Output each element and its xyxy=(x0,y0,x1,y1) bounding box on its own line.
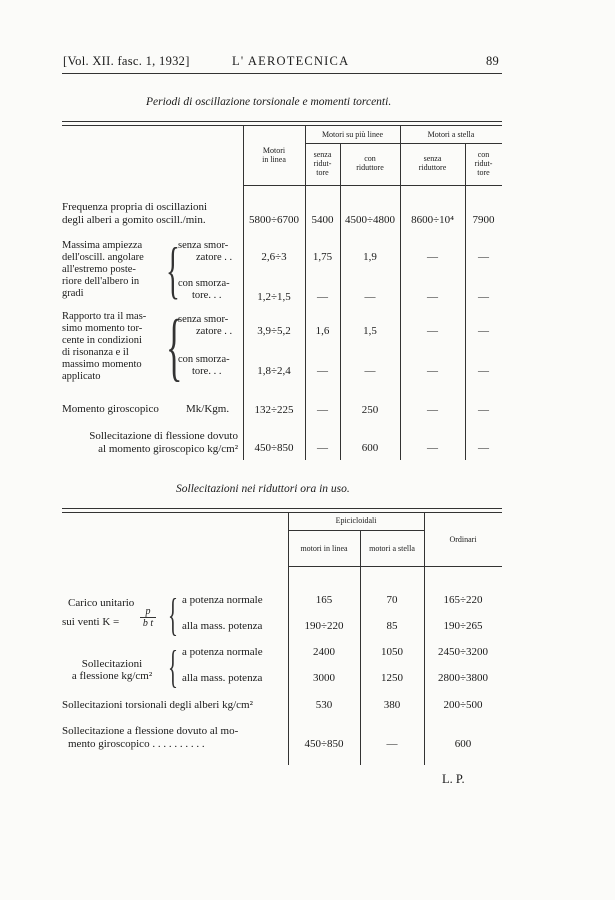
cell: — xyxy=(427,404,438,416)
cell: — xyxy=(478,291,489,303)
cell: 1,8÷2,4 xyxy=(257,365,291,377)
author-signature: L. P. xyxy=(442,772,465,786)
row-frequenza-label: Frequenza propria di oscillazioni degli alberi a gomito oscill./min. xyxy=(62,201,208,226)
cell: 450÷850 xyxy=(254,442,294,454)
cell: 190÷265 xyxy=(443,620,483,632)
table1-top-rule xyxy=(62,121,502,122)
header-con-riduttore-1: con riduttore xyxy=(356,154,384,172)
brace-icon: { xyxy=(166,234,180,305)
cell: 1,5 xyxy=(363,325,377,337)
cell: 5800÷6700 xyxy=(248,214,300,226)
cell: 2450÷3200 xyxy=(437,646,489,658)
cell: 200÷500 xyxy=(443,699,483,711)
table2-header-bottom-rule xyxy=(288,566,502,567)
header-motori-stella: Motori a stella xyxy=(427,130,475,139)
cell: — xyxy=(478,365,489,377)
table1-group-rule xyxy=(305,143,502,144)
row-sollecitazione-label: Sollecitazione di flessione dovuto al momento giroscopico kg/cm² xyxy=(89,430,238,455)
cell: — xyxy=(427,251,438,263)
cell: 70 xyxy=(386,594,398,606)
cell: 1050 xyxy=(381,646,403,658)
cell: — xyxy=(427,291,438,303)
cell: 7900 xyxy=(472,214,495,226)
header-epicicloidali: Epicicloidali xyxy=(335,516,377,525)
cell: 165 xyxy=(315,594,333,606)
fraction-p-over-bt: p b t xyxy=(140,606,156,629)
brace-icon: { xyxy=(168,641,178,692)
header-rule xyxy=(62,73,502,74)
cell: 530 xyxy=(315,699,333,711)
table2-vline-3 xyxy=(424,512,425,765)
brace-icon: { xyxy=(168,589,178,640)
cell: 3,9÷5,2 xyxy=(257,325,291,337)
row-ampiezza-sub1-label: senza smor- zatore . . xyxy=(178,240,233,263)
cell: — xyxy=(317,291,328,303)
cell: 1,6 xyxy=(315,325,330,337)
cell: 600 xyxy=(454,738,472,750)
brace-icon: { xyxy=(166,305,183,389)
cell: — xyxy=(364,291,376,303)
cell: 2800÷3800 xyxy=(437,672,489,684)
cell: — xyxy=(364,365,376,377)
cell: 8600÷10⁴ xyxy=(411,214,454,226)
table1-top-rule-2 xyxy=(62,125,502,126)
cell: 165÷220 xyxy=(443,594,483,606)
cell: 600 xyxy=(361,442,379,454)
cell: 250 xyxy=(361,404,379,416)
table2-top-rule-2 xyxy=(62,512,502,513)
header-motori-in-linea: Motori in linea xyxy=(262,146,286,164)
journal-title: L' AEROTECNICA xyxy=(232,54,350,68)
header-senza-riduttore-1: senza ridut- tore xyxy=(313,150,332,177)
table1-header-bottom-rule xyxy=(243,185,502,186)
cell: — xyxy=(317,404,328,416)
cell: — xyxy=(478,251,489,263)
row-carico-sub1-label: a potenza normale xyxy=(182,594,263,606)
cell: 1250 xyxy=(381,672,403,684)
page-number: 89 xyxy=(486,54,500,68)
header-motori-piu-linee: Motori su più linee xyxy=(321,130,384,139)
cell: — xyxy=(386,738,398,750)
cell: — xyxy=(317,365,328,377)
cell: — xyxy=(427,365,438,377)
row-flessione-label: Sollecitazione a flessione dovuto al mo- mento giroscopico . . . . . . . . . . xyxy=(62,725,239,750)
row-torsionali-label: Sollecitazioni torsionali degli alberi kg/cm² xyxy=(62,699,253,711)
row-carico-sub2-label: alla mass. potenza xyxy=(182,620,263,632)
header-ordinari: Ordinari xyxy=(449,535,477,544)
cell: 4500÷4800 xyxy=(344,214,396,226)
cell: — xyxy=(317,442,328,454)
cell: — xyxy=(478,325,489,337)
row-rapporto-sub1-label: senza smor- zatore . . xyxy=(178,314,233,337)
header-senza-riduttore-2: senza riduttore xyxy=(418,154,447,172)
cell: — xyxy=(427,325,438,337)
row-ampiezza-sub2-label: con smorza- tore. . . xyxy=(178,278,230,301)
cell: — xyxy=(427,442,438,454)
cell: 85 xyxy=(386,620,398,632)
cell: 2,6÷3 xyxy=(261,251,287,263)
header-motori-stella-2: motori a stella xyxy=(369,544,415,553)
table1-title: Periodi di oscillazione torsionale e momenti torcenti. xyxy=(146,96,392,108)
cell: 2400 xyxy=(313,646,335,658)
row-sollecitazioni-sub1-label: a potenza normale xyxy=(182,646,263,658)
table2-group-rule xyxy=(288,530,424,531)
cell: — xyxy=(478,442,489,454)
row-carico-label: Carico unitario sui venti K = xyxy=(62,597,135,628)
row-sollecitazioni-label: Sollecitazioni a flessione kg/cm² xyxy=(71,658,153,682)
table2-top-rule xyxy=(62,508,502,509)
cell: 380 xyxy=(383,699,401,711)
cell: 450÷850 xyxy=(304,738,344,750)
header-con-riduttore-2: con ridut- tore xyxy=(474,150,493,177)
cell: 1,9 xyxy=(363,251,377,263)
cell: 132÷225 xyxy=(254,404,294,416)
volume-reference: [Vol. XII. fasc. 1, 1932] xyxy=(63,54,190,68)
row-ampiezza-label: Massima ampiezza dell'oscill. angolare all'estremo poste- riore dell'albero in gradi xyxy=(62,240,144,299)
row-sollecitazioni-sub2-label: alla mass. potenza xyxy=(182,672,263,684)
cell: 5400 xyxy=(311,214,334,226)
cell: — xyxy=(478,404,489,416)
cell: 3000 xyxy=(313,672,335,684)
cell: 1,2÷1,5 xyxy=(257,291,291,303)
cell: 1,75 xyxy=(312,251,333,263)
row-momento-label: Momento giroscopico xyxy=(62,403,159,415)
table2-title: Sollecitazioni nei riduttori ora in uso. xyxy=(176,483,350,495)
header-motori-in-linea-2: motori in linea xyxy=(300,544,348,553)
row-rapporto-sub2-label: con smorza- tore. . . xyxy=(178,354,230,377)
cell: 190÷220 xyxy=(304,620,344,632)
row-rapporto-label: Rapporto tra il mas- simo momento tor- cente in condizioni di risonanza e il massimo momento applicato xyxy=(62,311,147,382)
row-momento-unit: Mk/Kgm. xyxy=(186,403,230,415)
